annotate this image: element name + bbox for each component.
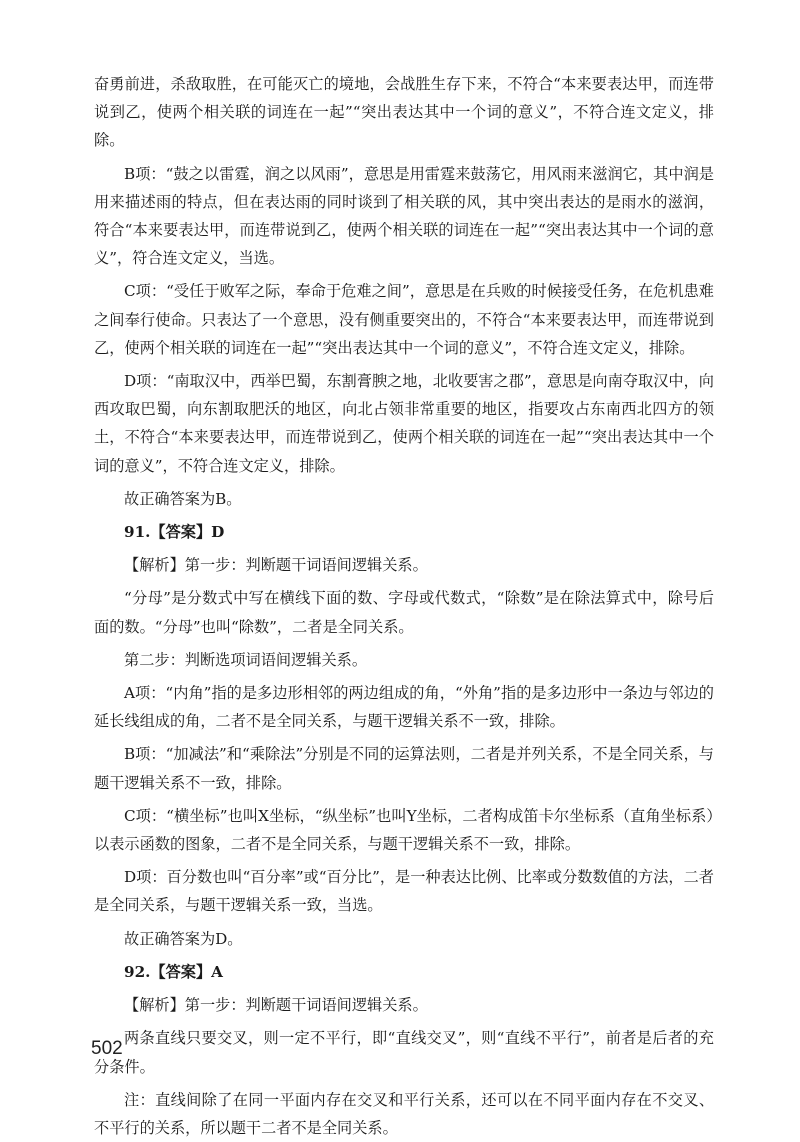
- body-text: [94, 70, 714, 1142]
- analysis-heading-92: 【解析】第一步：判断题干词语间逻辑关系。: [124, 996, 428, 1015]
- paragraph-stem-relation-92: 两条直线只要交叉，则一定不平行，即“直线交叉”，则“直线不平行”，前者是后者的充分条件。: [94, 1029, 714, 1076]
- paragraph-option-b-91: B项：“加减法”和“乘除法”分别是不同的运算法则，二者是并列关系，不是全同关系，与题干逻辑关系不一致，排除。: [94, 745, 714, 792]
- paragraph-answer-conclusion: 故正确答案为B。: [124, 489, 242, 508]
- paragraph-option-c-91: C项：“横坐标”也叫X坐标，“纵坐标”也叫Y坐标，二者构成笛卡尔坐标系（直角坐标系）以表示函数的图象，二者不是全同关系，与题干逻辑关系不一致，排除。: [94, 806, 714, 854]
- answer-heading-91: 91.【答案】D: [124, 523, 225, 542]
- paragraph-stem-relation: “分母”是分数式中写在横线下面的数、字母或代数式，“除数”是在除法算式中，除号后面的数。“分母”也叫“除数”，二者是全同关系。: [94, 589, 714, 636]
- answer-heading-92: 92.【答案】A: [124, 962, 223, 981]
- paragraph-note-92: 注：直线间除了在同一平面内存在交叉和平行关系，还可以在不同平面内存在不交叉、不平行的关系，所以题干二者不是全同关系。: [94, 1090, 714, 1137]
- paragraph-option-d: D项：“南取汉中，西举巴蜀，东割膏腴之地，北收要害之郡”，意思是向南夺取汉中，向西攻取巴蜀，向东割取肥沃的地区，向北占领非常重要的地区，指要攻占东南西北四方的领土，不符合“本来要表达甲，而连带说到乙，使两个相关联的词连在一起”“突出表达其中一个词的意义”，不符合连文定义，排除。: [94, 372, 714, 475]
- paragraph-answer-conclusion-91: 故正确答案为D。: [124, 929, 243, 948]
- page-number: 502: [91, 1038, 123, 1059]
- paragraph-option-d-91: D项：百分数也叫“百分率”或“百分比”，是一种表达比例、比率或分数数值的方法，二者是全同关系，与题干逻辑关系一致，当选。: [94, 868, 714, 915]
- paragraph-continuation: 奋勇前进，杀敌取胜，在可能灭亡的境地，会战胜生存下来，不符合“本来要表达甲，而连带说到乙，使两个相关联的词连在一起”“突出表达其中一个词的意义”，不符合连文定义，排除。: [94, 75, 714, 150]
- analysis-heading-91: 【解析】第一步：判断题干词语间逻辑关系。: [124, 556, 428, 575]
- paragraph-option-c: C项：“受任于败军之际，奉命于危难之间”，意思是在兵败的时候接受任务，在危机患难之间奉行使命。只表达了一个意思，没有侧重要突出的，不符合“本来要表达甲，而连带说到乙，使两个相关联的词连在一起”“突出表达其中一个词的意义”，不符合连文定义，排除。: [94, 282, 714, 357]
- paragraph-step-two: 第二步：判断选项词语间逻辑关系。: [124, 650, 367, 669]
- paragraph-option-b: B项：“鼓之以雷霆，润之以风雨”，意思是用雷霆来鼓荡它，用风雨来滋润它，其中润是用来描述雨的特点，但在表达雨的同时谈到了相关联的风，其中突出表达的是雨水的滋润，符合“本来要表达甲，而连带说到乙，使两个相关联的词连在一起”“突出表达其中一个词的意义”，符合连文定义，当选。: [94, 164, 714, 268]
- paragraph-option-a-91: A项：“内角”指的是多边形相邻的两边组成的角，“外角”指的是多边形中一条边与邻边的延长线组成的角，二者不是全同关系，与题干逻辑关系不一致，排除。: [94, 684, 714, 731]
